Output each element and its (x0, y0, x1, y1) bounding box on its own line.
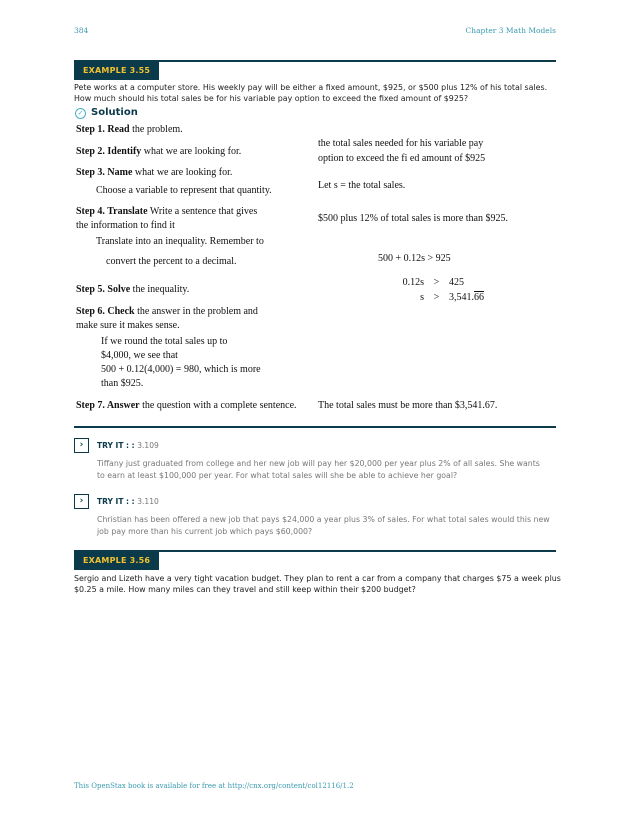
step-4-line-2: the information to find it (76, 220, 175, 231)
solution-title: Solution (91, 107, 138, 118)
step-6-sub-2: $4,000, we see that (101, 350, 178, 361)
step-1: Step 1. Read the problem. (76, 124, 183, 135)
step-3-sub: Choose a variable to represent that quantity. (96, 185, 272, 196)
step-4-answer: $500 plus 12% of total sales is more than $925. (318, 213, 508, 224)
step-7: Step 7. Answer the question with a complete sentence. (76, 400, 297, 411)
step-3-answer: Let s = the total sales. (318, 180, 406, 191)
try-it-text-line-1: Christian has been offered a new job that pays $24,000 a year plus 3% of sales. For what total sales would this new (97, 515, 550, 524)
try-it-text-line-2: job pay more than his current job which pays $60,000? (97, 527, 313, 536)
step-4: Step 4. Translate Write a sentence that gives (76, 206, 258, 217)
step-6-line-2: make sure it makes sense. (76, 320, 180, 331)
try-it-text-line-1: Tiffany just graduated from college and her new job will pay her $20,000 per year plus 2% of all sales. She wants (97, 459, 540, 468)
chapter-title: Chapter 3 Math Models (465, 26, 556, 35)
example-problem-line-2: $0.25 a mile. How many miles can they travel and still keep within their $200 budget? (74, 585, 416, 594)
step-7-answer: The total sales must be more than $3,541.67. (318, 400, 498, 411)
example-problem-line-2: How much should his total sales be for his variable pay option to exceed the fixed amount of $925? (74, 94, 469, 103)
step-2-answer-line-2: option to exceed the fi ed amount of $925 (318, 153, 486, 164)
step-4-inequality: 500 + 0.12s > 925 (378, 253, 451, 264)
try-it-text-line-2: to earn at least $100,000 per year. For what total sales will she be able to achieve her goal? (97, 471, 458, 480)
example-problem-line-1: Pete works at a computer store. His weekly pay will be either a fixed amount, $925, or $500 plus 12% of his total sales. (74, 83, 548, 92)
step-6-sub-3: 500 + 0.12(4,000) = 980, which is more (101, 364, 261, 375)
chevron-right-icon[interactable]: › (74, 438, 89, 453)
step-2: Step 2. Identify what we are looking for. (76, 146, 242, 157)
example-label: EXAMPLE 3.55 (74, 61, 159, 80)
try-it-label: TRY IT : : 3.110 (97, 497, 159, 506)
step-2-answer-line-1: the total sales needed for his variable pay (318, 138, 484, 149)
step-5-math-1: 0.12s > 425 (402, 277, 464, 288)
check-circle-icon: ✓ (75, 108, 86, 119)
step-4-sub-1: Translate into an inequality. Remember to (96, 236, 264, 247)
repeating-decimal: 66 (474, 292, 484, 303)
chevron-right-icon[interactable]: › (74, 494, 89, 509)
step-4-sub-2: convert the percent to a decimal. (106, 256, 237, 267)
example-problem-line-1: Sergio and Lizeth have a very tight vacation budget. They plan to rent a car from a company that charges $75 a week plus (74, 574, 561, 583)
step-5: Step 5. Solve the inequality. (76, 284, 190, 295)
footer-link[interactable]: This OpenStax book is available for free at http://cnx.org/content/col12116/1.2 (74, 782, 354, 790)
page-number: 384 (74, 26, 89, 35)
step-6-sub-4: than $925. (101, 378, 144, 389)
step-5-math-2: s > 3,541.66 (420, 292, 484, 303)
step-6-sub-1: If we round the total sales up to (101, 336, 228, 347)
example-end-rule (74, 426, 556, 428)
example-label: EXAMPLE 3.56 (74, 551, 159, 570)
step-3: Step 3. Name what we are looking for. (76, 167, 233, 178)
try-it-label: TRY IT : : 3.109 (97, 441, 159, 450)
step-6: Step 6. Check the answer in the problem and (76, 306, 258, 317)
